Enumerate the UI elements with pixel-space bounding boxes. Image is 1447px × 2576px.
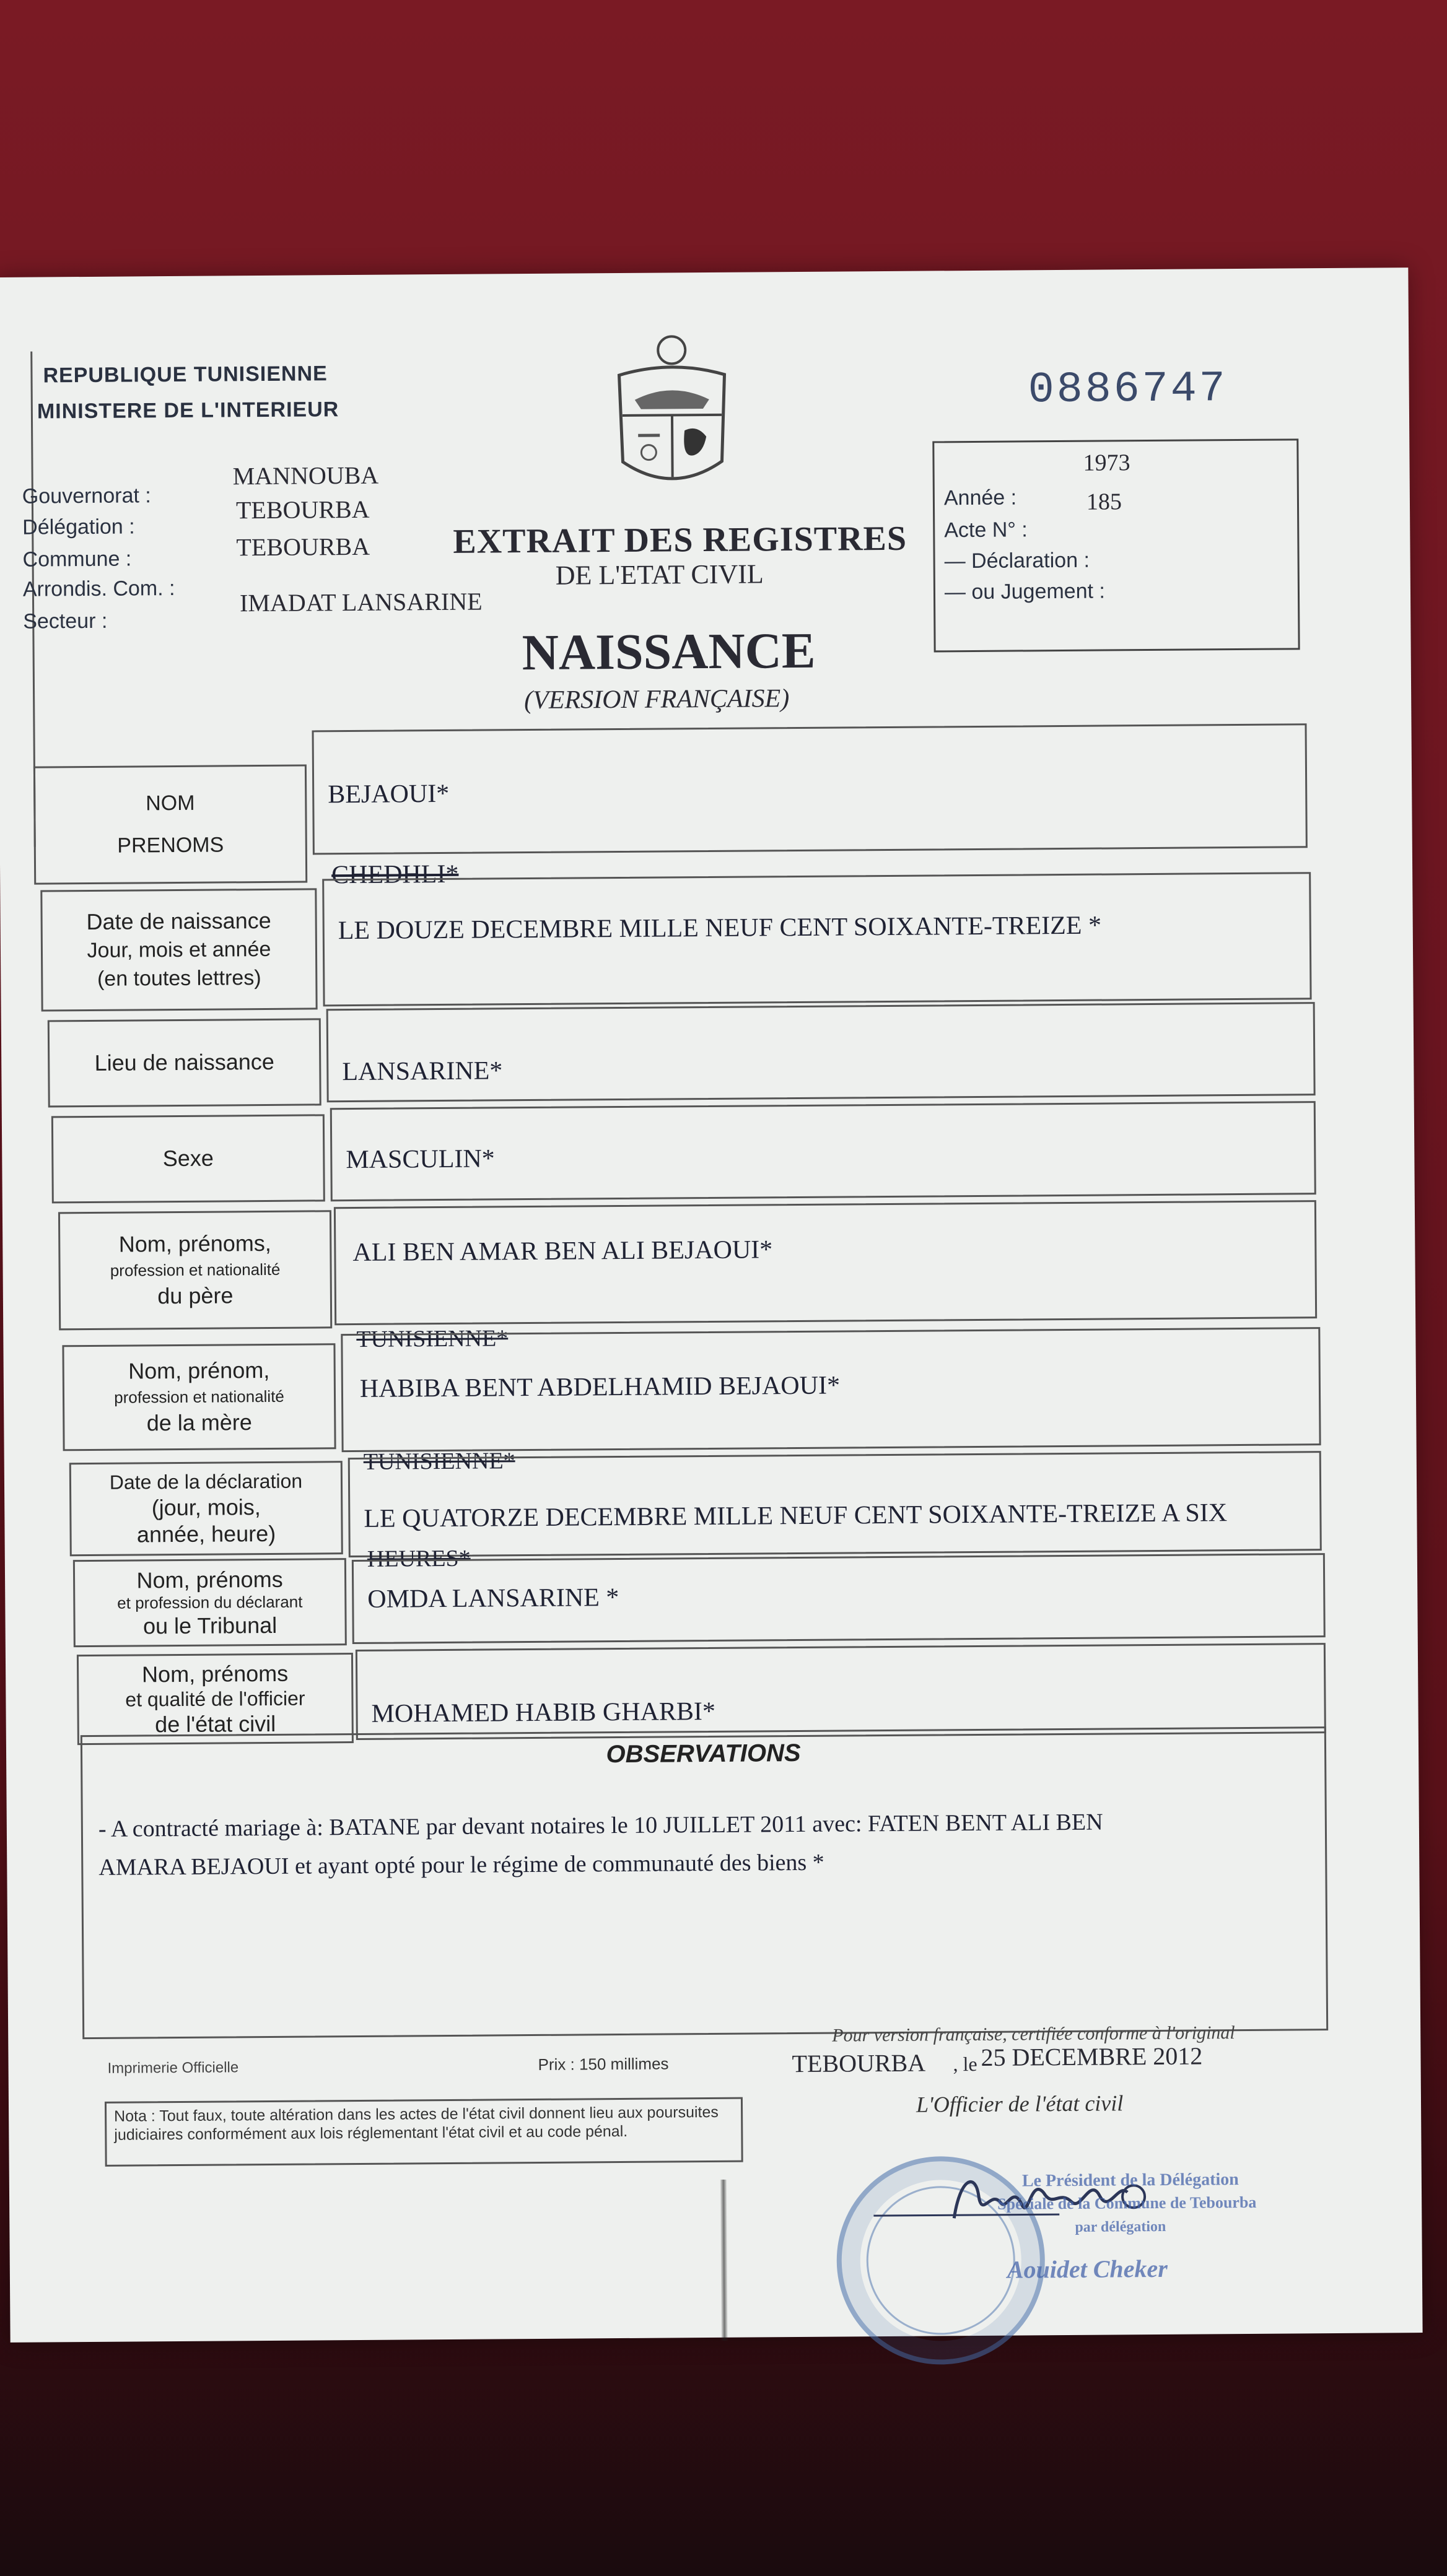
- paper-crease: [720, 2180, 728, 2341]
- declarant-label-box: [73, 1558, 347, 1647]
- jugement-label: — ou Jugement :: [944, 579, 1106, 604]
- pere-label-box: [58, 1210, 332, 1330]
- declarant-value: OMDA LANSARINE *: [367, 1583, 619, 1614]
- nom-value: BEJAOUI*: [328, 779, 450, 809]
- lieu-naissance-label-box: [48, 1018, 321, 1107]
- declaration-date-label-box: [69, 1461, 343, 1556]
- acte-number-value: 185: [1086, 489, 1122, 515]
- lieu-naissance-value-box: [326, 1002, 1316, 1102]
- printer-label: Imprimerie Officielle: [107, 2059, 239, 2077]
- mere-sublabel: profession et nationalité: [114, 1386, 284, 1407]
- date-naissance-sublabel-2: (en toutes lettres): [97, 966, 261, 991]
- annee-label: Année :: [943, 485, 1017, 510]
- declaration-label: — Déclaration :: [944, 548, 1090, 573]
- officier-label: Nom, prénoms: [141, 1660, 289, 1687]
- pere-sublabel: profession et nationalité: [110, 1260, 281, 1280]
- nom-value-box: [312, 723, 1308, 855]
- issue-date: 25 DECEMBRE 2012: [981, 2042, 1203, 2071]
- mere-sublabel-2: de la mère: [146, 1409, 252, 1436]
- observations-line-2: AMARA BEJAOUI et ayant opté pour le régime de communauté des biens *: [98, 1849, 824, 1881]
- pere-sublabel-2: du père: [157, 1282, 234, 1309]
- gouvernorat-label: Gouvernorat :: [22, 484, 151, 508]
- prenoms-label: PRENOMS: [117, 832, 224, 858]
- secteur-value: IMADAT LANSARINE: [239, 587, 483, 617]
- date-naissance-value: LE DOUZE DECEMBRE MILLE NEUF CENT SOIXANTE-TREIZE *: [338, 911, 1102, 946]
- sexe-label: Sexe: [162, 1145, 214, 1172]
- prenoms-value: CHEDHLI*: [331, 859, 459, 890]
- stamp-line-2: Spéciale de la Commune de Tebourba: [997, 2193, 1257, 2213]
- commune-label: Commune :: [22, 547, 132, 572]
- pere-nationalite: TUNISIENNE*: [356, 1325, 509, 1352]
- pere-value: ALI BEN AMAR BEN ALI BEJAOUI*: [352, 1235, 773, 1268]
- mere-value: HABIBA BENT ABDELHAMID BEJAOUI*: [359, 1371, 841, 1403]
- officier-sublabel: et qualité de l'officier: [125, 1687, 305, 1711]
- gouvernorat-value: MANNOUBA: [232, 461, 379, 490]
- acte-info-box: [932, 438, 1300, 652]
- lieu-naissance-label: Lieu de naissance: [94, 1049, 274, 1076]
- commune-value: TEBOURBA: [236, 532, 370, 562]
- officier-sublabel-2: de l'état civil: [155, 1711, 276, 1738]
- secteur-label: Secteur :: [23, 609, 108, 633]
- date-naissance-sublabel: Jour, mois et année: [87, 938, 271, 963]
- observations-line-1: - A contracté mariage à: BATANE par devant notaires le 10 JUILLET 2011 avec: FATEN BENT ALI BEN: [98, 1809, 1103, 1842]
- date-naissance-label-box: [40, 888, 317, 1011]
- sexe-value: MASCULIN*: [346, 1144, 495, 1175]
- declaration-date-value: LE QUATORZE DECEMBRE MILLE NEUF CENT SOIXANTE-TREIZE A SIX: [364, 1499, 1228, 1533]
- declarant-label: Nom, prénoms: [136, 1566, 283, 1593]
- nom-prenoms-label-box: [33, 765, 307, 885]
- nom-label: NOM: [146, 791, 195, 815]
- stamp-line-1: Le Président de la Délégation: [1021, 2170, 1239, 2191]
- price-label: Prix : 150 millimes: [538, 2054, 669, 2074]
- stamp-line-3: par délégation: [1075, 2218, 1166, 2235]
- date-naissance-label: Date de naissance: [86, 907, 271, 934]
- issue-le: , le: [953, 2053, 977, 2076]
- mere-label-box: [62, 1343, 336, 1451]
- ministry-name: MINISTERE DE L'INTERIEUR: [37, 398, 339, 424]
- title-version: (VERSION FRANÇAISE): [524, 684, 790, 715]
- issue-place: TEBOURBA: [792, 2048, 926, 2078]
- declaration-date-sublabel-2: année, heure): [136, 1520, 276, 1547]
- mere-nationalite: TUNISIENNE*: [363, 1448, 515, 1475]
- observations-title: OBSERVATIONS: [606, 1739, 801, 1769]
- delegation-label: Délégation :: [22, 515, 135, 539]
- serial-number: 0886747: [1028, 365, 1228, 416]
- lieu-naissance-value: LANSARINE*: [342, 1056, 503, 1087]
- observations-box: [81, 1726, 1328, 2039]
- declarant-sublabel-2: ou le Tribunal: [142, 1612, 278, 1639]
- certified-note: Pour version française, certifiée conforme à l'original: [832, 2022, 1235, 2046]
- title-etat-civil: DE L'ETAT CIVIL: [555, 559, 764, 591]
- delegation-value: TEBOURBA: [235, 495, 370, 524]
- arrondissement-label: Arrondis. Com. :: [22, 576, 175, 601]
- declaration-date-sublabel: (jour, mois,: [151, 1494, 261, 1520]
- acte-number-label: Acte N° :: [944, 518, 1028, 542]
- title-extrait: EXTRAIT DES REGISTRES: [453, 519, 907, 561]
- stamp-name: Aouidet Cheker: [1007, 2254, 1168, 2284]
- title-naissance: NAISSANCE: [522, 622, 816, 681]
- declaration-date-label: Date de la déclaration: [109, 1469, 303, 1494]
- coat-of-arms-icon: [610, 331, 735, 499]
- observations-text: [98, 1801, 1313, 1887]
- officer-title: L'Officier de l'état civil: [916, 2091, 1124, 2117]
- pere-label: Nom, prénoms,: [118, 1230, 271, 1258]
- officier-value: MOHAMED HABIB GHARBI*: [371, 1697, 716, 1728]
- sexe-label-box: [51, 1114, 325, 1203]
- birth-certificate-document: [0, 268, 1423, 2343]
- declaration-date-value-2: HEURES*: [367, 1545, 471, 1572]
- officier-label-box: [77, 1653, 354, 1745]
- country-name: REPUBLIQUE TUNISIENNE: [43, 362, 328, 388]
- nota-box: Nota : Tout faux, toute altération dans les actes de l'état civil donnent lieu aux poursuites judiciaires conformément aux lois réglementant l'état civil et au code pénal.: [105, 2097, 743, 2167]
- annee-value: 1973: [1083, 450, 1130, 476]
- declarant-sublabel: et profession du déclarant: [117, 1592, 303, 1612]
- mere-label: Nom, prénom,: [128, 1357, 270, 1384]
